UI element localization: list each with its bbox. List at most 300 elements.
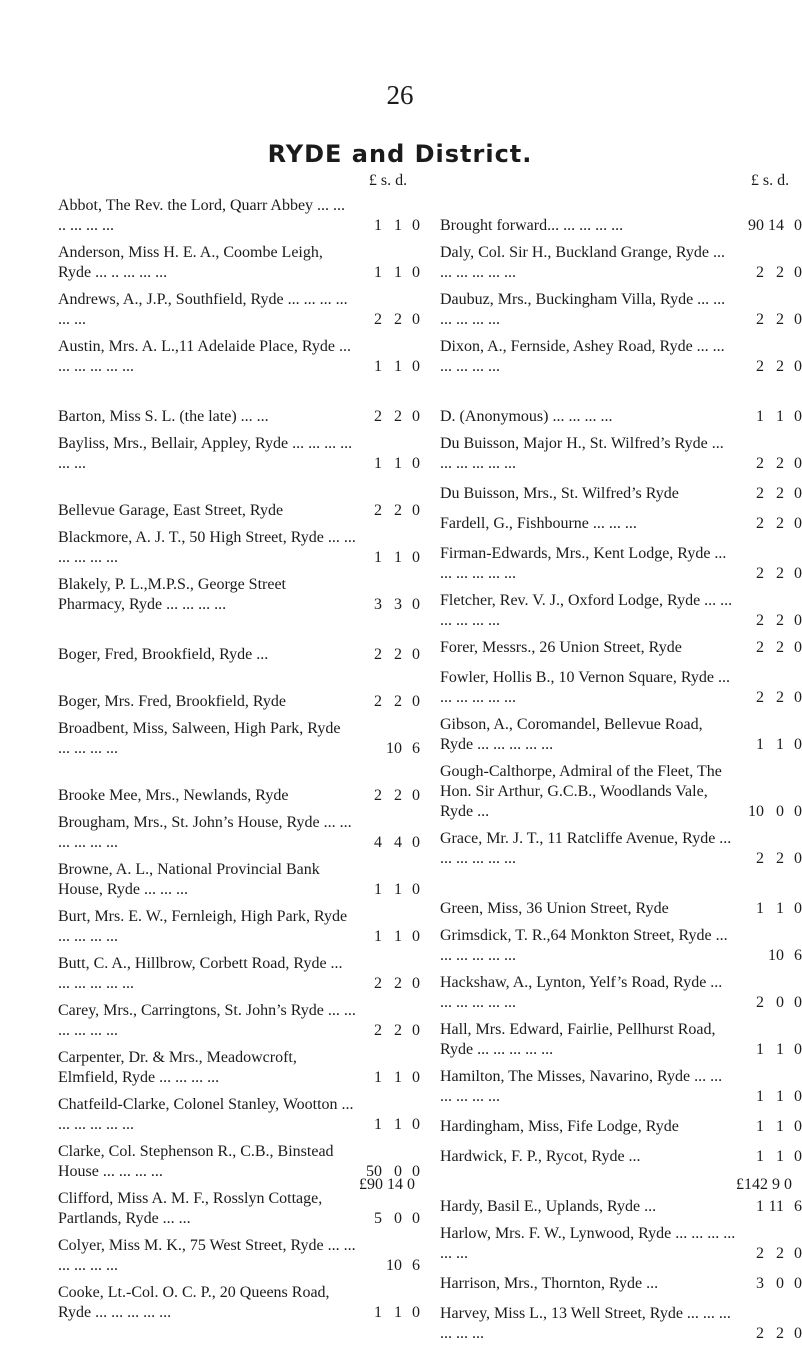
subscription-amount — [738, 849, 802, 869]
shillings-value: 1 — [394, 358, 402, 375]
subscription-amount — [356, 1021, 420, 1041]
list-item — [58, 625, 420, 665]
shillings-value: 1 — [776, 1041, 784, 1058]
shillings-value: 2 — [776, 612, 784, 629]
subscriber-name: Hardingham, Miss, Fife Lodge, Ryde — [440, 1118, 679, 1135]
subscriber-name: Harlow, Mrs. F. W., Lynwood, Ryde ... ... ... ... ... ... — [440, 1225, 736, 1262]
subscriber-name: Andrews, A., J.P., Southfield, Ryde ... ... ... ... ... ... — [58, 291, 348, 328]
pounds-value: 2 — [374, 408, 382, 425]
pence-value: 0 — [412, 787, 420, 804]
subscription-amount — [356, 739, 420, 759]
pence-value: 0 — [794, 612, 802, 629]
left-column-total: £90 14 0 — [359, 1176, 415, 1193]
subscriber-name: Hardwick, F. P., Rycot, Ryde ... — [440, 1148, 641, 1165]
list-item — [440, 1304, 802, 1344]
subscriber-name: Grace, Mr. J. T., 11 Ratcliffe Avenue, Ryde ... ... ... ... ... ... — [440, 830, 732, 867]
pence-value: 0 — [794, 689, 802, 706]
right-column — [440, 170, 802, 1351]
pounds-value: 2 — [756, 311, 764, 328]
pounds-value: 1 — [374, 217, 382, 234]
subscription-amount — [738, 638, 802, 658]
pounds-value: 2 — [374, 693, 382, 710]
subscriber-name: Firman-Edwards, Mrs., Kent Lodge, Ryde ... ... ... ... ... ... — [440, 545, 727, 582]
pence-value: 0 — [794, 1325, 802, 1342]
shillings-value: 2 — [776, 485, 784, 502]
subscriber-list — [58, 196, 420, 1323]
subscription-amount — [356, 927, 420, 947]
subscriber-name: Carpenter, Dr. & Mrs., Meadowcroft, Elmfield, Ryde ... ... ... ... — [58, 1049, 297, 1086]
list-item — [58, 954, 420, 994]
pence-value: 0 — [412, 455, 420, 472]
list-item — [58, 290, 420, 330]
pence-value: 0 — [794, 1118, 802, 1135]
pounds-value: 2 — [756, 994, 764, 1011]
shillings-value: 0 — [394, 1210, 402, 1227]
shillings-value: 1 — [776, 1148, 784, 1165]
pounds-value: 2 — [756, 565, 764, 582]
pence-value: 0 — [794, 1245, 802, 1262]
pounds-value: 5 — [374, 1210, 382, 1227]
shillings-value: 10 — [386, 1257, 402, 1274]
pence-value: 0 — [412, 1116, 420, 1133]
list-item — [58, 907, 420, 947]
pence-value: 0 — [412, 502, 420, 519]
pence-value: 0 — [794, 408, 802, 425]
subscription-amount — [738, 1244, 802, 1264]
subscription-amount — [738, 1147, 802, 1167]
shillings-value: 1 — [394, 1116, 402, 1133]
shillings-value: 10 — [386, 740, 402, 757]
subscriber-name: Clifford, Miss A. M. F., Rosslyn Cottage, Partlands, Ryde ... ... — [58, 1190, 323, 1227]
list-item — [58, 1001, 420, 1041]
shillings-value: 1 — [394, 455, 402, 472]
list-item — [440, 668, 802, 708]
list-item — [58, 575, 420, 615]
subscriber-name: Abbot, The Rev. the Lord, Quarr Abbey ... ... .. ... ... ... — [58, 197, 346, 234]
subscriber-name: Fletcher, Rev. V. J., Oxford Lodge, Ryde ... ... ... ... ... ... — [440, 592, 733, 629]
pounds-value: 10 — [748, 803, 764, 820]
pounds-value: 3 — [756, 1275, 764, 1292]
subscriber-name: Blackmore, A. J. T., 50 High Street, Ryde ... ... ... ... ... ... — [58, 529, 356, 566]
subscriber-name: Bayliss, Mrs., Bellair, Appley, Ryde ... ... ... ... ... ... — [58, 435, 353, 472]
shillings-value: 3 — [394, 596, 402, 613]
pounds-value: 2 — [756, 1245, 764, 1262]
subscriber-name: Colyer, Miss M. K., 75 West Street, Ryde ... ... ... ... ... ... — [58, 1237, 356, 1274]
list-item — [58, 672, 420, 712]
subscription-amount — [738, 946, 802, 966]
pounds-value: 2 — [374, 646, 382, 663]
shillings-value: 2 — [394, 646, 402, 663]
shillings-value: 1 — [776, 408, 784, 425]
subscriber-name: Du Buisson, Mrs., St. Wilfred’s Ryde — [440, 485, 679, 502]
pence-value: 0 — [412, 646, 420, 663]
subscriber-name: Austin, Mrs. A. L.,11 Adelaide Place, Ryde ... ... ... ... ... ... — [58, 338, 351, 375]
pence-value: 0 — [794, 736, 802, 753]
subscription-amount — [738, 514, 802, 534]
subscription-amount — [356, 548, 420, 568]
pounds-value: 2 — [756, 515, 764, 532]
subscriber-name: Green, Miss, 36 Union Street, Ryde — [440, 900, 669, 917]
subscriber-name: Hamilton, The Misses, Navarino, Ryde ... ... ... ... ... ... — [440, 1068, 723, 1105]
list-item — [58, 387, 420, 427]
pence-value: 6 — [794, 1198, 802, 1215]
subscriber-name: Harvey, Miss L., 13 Well Street, Ryde ... ... ... ... ... ... — [440, 1305, 731, 1342]
list-item — [58, 719, 420, 759]
list-item — [440, 290, 802, 330]
shillings-value: 2 — [776, 565, 784, 582]
subscriber-name: Fowler, Hollis B., 10 Vernon Square, Ryde ... ... ... ... ... ... — [440, 669, 730, 706]
subscription-amount — [738, 216, 802, 236]
subscriber-name: Daubuz, Mrs., Buckingham Villa, Ryde ... ... ... ... ... ... — [440, 291, 726, 328]
shillings-value: 2 — [776, 850, 784, 867]
subscription-amount — [738, 484, 802, 504]
pounds-value: 2 — [756, 850, 764, 867]
subscription-amount — [738, 310, 802, 330]
pounds-value: 2 — [374, 1022, 382, 1039]
subscription-amount — [738, 899, 802, 919]
list-item — [440, 1117, 802, 1137]
pounds-value: 90 — [748, 217, 764, 234]
shillings-value: 2 — [776, 639, 784, 656]
pence-value: 0 — [412, 1022, 420, 1039]
shillings-value: 2 — [394, 693, 402, 710]
list-item — [440, 1067, 802, 1107]
pence-value: 6 — [412, 740, 420, 757]
shillings-value: 10 — [768, 947, 784, 964]
subscription-amount — [356, 501, 420, 521]
subscription-amount — [356, 880, 420, 900]
pence-value: 0 — [794, 264, 802, 281]
shillings-value: 2 — [776, 358, 784, 375]
subscriber-name: Forer, Messrs., 26 Union Street, Ryde — [440, 639, 682, 656]
pounds-value: 2 — [756, 639, 764, 656]
pence-value: 0 — [794, 1148, 802, 1165]
list-item — [58, 196, 420, 236]
list-item — [440, 387, 802, 427]
subscription-amount — [738, 688, 802, 708]
subscription-amount — [356, 1209, 420, 1229]
list-item — [58, 860, 420, 900]
list-item — [440, 1147, 802, 1167]
list-item — [58, 1189, 420, 1229]
subscriber-name: Browne, A. L., National Provincial Bank House, Ryde ... ... ... — [58, 861, 320, 898]
shillings-value: 14 — [768, 217, 784, 234]
shillings-value: 1 — [394, 264, 402, 281]
subscription-amount — [356, 407, 420, 427]
shillings-value: 2 — [776, 1325, 784, 1342]
list-item — [440, 879, 802, 919]
right-column-header — [440, 170, 802, 196]
subscriber-name: Burt, Mrs. E. W., Fernleigh, High Park, Ryde ... ... ... ... — [58, 908, 348, 945]
shillings-value: 1 — [394, 1069, 402, 1086]
shillings-value: 1 — [776, 736, 784, 753]
list-item — [440, 514, 802, 534]
subscriber-list — [440, 196, 802, 1344]
subscriber-name: Butt, C. A., Hillbrow, Corbett Road, Ryde ... ... ... ... ... ... — [58, 955, 343, 992]
page-title: RYDE and District. — [267, 140, 533, 168]
pounds-value: 1 — [374, 358, 382, 375]
currency-header: £ s. d. — [750, 172, 790, 189]
subscription-amount — [356, 1256, 420, 1276]
subscriber-name: Brougham, Mrs., St. John’s House, Ryde ... ... ... ... ... ... — [58, 814, 352, 851]
pounds-value: 1 — [374, 264, 382, 281]
shillings-value: 2 — [776, 689, 784, 706]
pounds-value: 1 — [374, 455, 382, 472]
subscriber-name: Grimsdick, T. R.,64 Monkton Street, Ryde ... ... ... ... ... ... — [440, 927, 728, 964]
list-item — [58, 766, 420, 806]
pence-value: 0 — [412, 311, 420, 328]
left-column-header — [58, 170, 420, 196]
pence-value: 0 — [794, 1041, 802, 1058]
subscription-amount — [356, 1068, 420, 1088]
subscriber-name: Bellevue Garage, East Street, Ryde — [58, 502, 284, 519]
shillings-value: 2 — [776, 1245, 784, 1262]
subscriber-name: Daly, Col. Sir H., Buckland Grange, Ryde ... ... ... ... ... ... — [440, 244, 725, 281]
pounds-value: 1 — [756, 1041, 764, 1058]
list-item — [440, 829, 802, 869]
subscription-amount — [356, 263, 420, 283]
pounds-value: 1 — [756, 1198, 764, 1215]
pence-value: 0 — [412, 1304, 420, 1321]
subscription-amount — [738, 1274, 802, 1294]
pounds-value: 1 — [756, 1088, 764, 1105]
pounds-value: 1 — [756, 408, 764, 425]
shillings-value: 2 — [394, 787, 402, 804]
shillings-value: 2 — [394, 1022, 402, 1039]
pounds-value: 1 — [374, 549, 382, 566]
list-item — [440, 1274, 802, 1294]
subscription-amount — [356, 454, 420, 474]
pence-value: 0 — [794, 803, 802, 820]
subscription-amount — [356, 833, 420, 853]
pounds-value: 2 — [374, 311, 382, 328]
pounds-value — [740, 946, 764, 966]
subscriber-name: D. (Anonymous) ... ... ... ... — [440, 408, 613, 425]
subscriber-name: Hall, Mrs. Edward, Fairlie, Pellhurst Road, Ryde ... ... ... ... ... — [440, 1021, 716, 1058]
pounds-value: 1 — [756, 1118, 764, 1135]
list-item — [440, 638, 802, 658]
pence-value: 0 — [412, 928, 420, 945]
subscription-amount — [356, 692, 420, 712]
subscriber-name: Clarke, Col. Stephenson R., C.B., Binstead House ... ... ... ... — [58, 1143, 334, 1180]
pence-value: 0 — [412, 358, 420, 375]
subscription-amount — [356, 974, 420, 994]
pounds-value: 1 — [374, 928, 382, 945]
subscription-amount — [356, 310, 420, 330]
subscription-amount — [738, 1197, 802, 1217]
subscription-amount — [738, 454, 802, 474]
shillings-value: 2 — [776, 264, 784, 281]
shillings-value: 0 — [776, 1275, 784, 1292]
subscriber-name: Brooke Mee, Mrs., Newlands, Ryde — [58, 787, 289, 804]
list-item — [440, 544, 802, 584]
subscription-amount — [356, 786, 420, 806]
pence-value: 0 — [794, 311, 802, 328]
subscription-amount — [738, 564, 802, 584]
pence-value: 0 — [412, 693, 420, 710]
shillings-value: 1 — [394, 217, 402, 234]
subscription-amount — [356, 595, 420, 615]
pounds-value — [358, 1256, 382, 1276]
pounds-value: 2 — [756, 485, 764, 502]
shillings-value: 0 — [776, 803, 784, 820]
pounds-value: 2 — [756, 612, 764, 629]
pence-value: 0 — [412, 1210, 420, 1227]
pence-value: 0 — [412, 834, 420, 851]
shillings-value: 2 — [394, 408, 402, 425]
subscriber-name: Gibson, A., Coromandel, Bellevue Road, Ryde ... ... ... ... ... — [440, 716, 703, 753]
subscription-amount — [738, 357, 802, 377]
subscription-amount — [356, 645, 420, 665]
list-item — [58, 337, 420, 377]
list-item — [440, 196, 802, 236]
pence-value: 0 — [794, 485, 802, 502]
pounds-value: 1 — [374, 1116, 382, 1133]
list-item — [58, 1283, 420, 1323]
pence-value: 0 — [412, 1163, 420, 1180]
subscription-amount — [356, 216, 420, 236]
subscriber-name: Fardell, G., Fishbourne ... ... ... — [440, 515, 637, 532]
pence-value: 0 — [412, 217, 420, 234]
shillings-value: 0 — [394, 1163, 402, 1180]
subscriber-name: Boger, Fred, Brookfield, Ryde ... — [58, 646, 269, 663]
shillings-value: 11 — [768, 1198, 784, 1215]
list-item — [440, 926, 802, 966]
shillings-value: 2 — [394, 975, 402, 992]
list-item — [440, 337, 802, 377]
pounds-value: 2 — [756, 358, 764, 375]
subscription-amount — [356, 357, 420, 377]
pounds-value: 2 — [374, 787, 382, 804]
list-item — [58, 481, 420, 521]
shillings-value: 1 — [394, 549, 402, 566]
pounds-value: 50 — [366, 1163, 382, 1180]
subscription-amount — [356, 1115, 420, 1135]
list-item — [58, 1048, 420, 1088]
subscriber-name: Du Buisson, Major H., St. Wilfred’s Ryde ... ... ... ... ... ... — [440, 435, 724, 472]
shillings-value: 0 — [776, 994, 784, 1011]
subscription-amount — [738, 735, 802, 755]
pence-value: 0 — [412, 1069, 420, 1086]
subscriber-name: Hardy, Basil E., Uplands, Ryde ... — [440, 1198, 657, 1215]
subscriber-name: Anderson, Miss H. E. A., Coombe Leigh, Ryde ... .. ... ... ... — [58, 244, 323, 281]
list-item — [58, 243, 420, 283]
list-item — [440, 1020, 802, 1060]
pence-value: 0 — [794, 455, 802, 472]
subscription-amount — [738, 1040, 802, 1060]
subscription-amount — [738, 611, 802, 631]
subscription-amount — [738, 993, 802, 1013]
pence-value: 0 — [412, 596, 420, 613]
pounds-value: 2 — [756, 455, 764, 472]
list-item — [58, 813, 420, 853]
subscription-amount — [738, 802, 802, 822]
list-item — [58, 528, 420, 568]
pounds-value: 2 — [374, 502, 382, 519]
list-item — [440, 591, 802, 631]
right-column-total: £142 9 0 — [736, 1176, 792, 1193]
subscriber-name: Blakely, P. L.,M.P.S., George Street Pharmacy, Ryde ... ... ... ... — [58, 576, 286, 613]
subscription-amount — [738, 263, 802, 283]
subscriber-name: Barton, Miss S. L. (the late) ... ... — [58, 408, 269, 425]
subscriber-name: Harrison, Mrs., Thornton, Ryde ... — [440, 1275, 659, 1292]
pence-value: 0 — [412, 975, 420, 992]
pounds-value: 1 — [374, 1304, 382, 1321]
pence-value: 6 — [794, 947, 802, 964]
left-column — [58, 170, 420, 1330]
subscriber-name: Boger, Mrs. Fred, Brookfield, Ryde — [58, 693, 287, 710]
pence-value: 0 — [794, 565, 802, 582]
currency-header: £ s. d. — [368, 172, 408, 189]
subscription-amount — [738, 1324, 802, 1344]
pounds-value: 2 — [756, 264, 764, 281]
pence-value: 0 — [412, 881, 420, 898]
shillings-value: 1 — [776, 1088, 784, 1105]
subscriber-name: Dixon, A., Fernside, Ashey Road, Ryde ... ... ... ... ... ... — [440, 338, 725, 375]
subscription-amount — [738, 407, 802, 427]
pounds-value: 4 — [374, 834, 382, 851]
shillings-value: 1 — [394, 1304, 402, 1321]
shillings-value: 1 — [394, 881, 402, 898]
pounds-value: 1 — [374, 1069, 382, 1086]
pounds-value: 3 — [374, 596, 382, 613]
subscriber-name: Gough-Calthorpe, Admiral of the Fleet, The Hon. Sir Arthur, G.C.B., Woodlands Vale, Ryde ... — [440, 763, 722, 820]
pounds-value — [358, 739, 382, 759]
subscriber-name: Brought forward... ... ... ... ... — [440, 217, 624, 234]
pence-value: 0 — [794, 900, 802, 917]
list-item — [440, 762, 802, 822]
shillings-value: 2 — [776, 455, 784, 472]
list-item — [440, 484, 802, 504]
list-item — [58, 434, 420, 474]
subscriber-name: Chatfeild-Clarke, Colonel Stanley, Wootton ... ... ... ... ... ... — [58, 1096, 354, 1133]
pence-value: 0 — [412, 264, 420, 281]
list-item — [58, 1095, 420, 1135]
pounds-value: 2 — [756, 1325, 764, 1342]
subscription-amount — [738, 1117, 802, 1137]
pounds-value: 2 — [756, 689, 764, 706]
pence-value: 0 — [794, 850, 802, 867]
list-item — [440, 973, 802, 1013]
pounds-value: 1 — [756, 736, 764, 753]
list-item — [440, 243, 802, 283]
list-item — [440, 1224, 802, 1264]
list-item — [440, 434, 802, 474]
pence-value: 0 — [412, 549, 420, 566]
pence-value: 0 — [794, 217, 802, 234]
pounds-value: 1 — [756, 900, 764, 917]
pence-value: 0 — [794, 515, 802, 532]
shillings-value: 2 — [394, 311, 402, 328]
pence-value: 0 — [794, 1088, 802, 1105]
pence-value: 6 — [412, 1257, 420, 1274]
subscriber-name: Hackshaw, A., Lynton, Yelf’s Road, Ryde ... ... ... ... ... ... — [440, 974, 723, 1011]
pence-value: 0 — [794, 994, 802, 1011]
shillings-value: 1 — [776, 1118, 784, 1135]
pence-value: 0 — [794, 358, 802, 375]
subscriber-name: Carey, Mrs., Carringtons, St. John’s Ryde ... ... ... ... ... ... — [58, 1002, 356, 1039]
list-item — [58, 1236, 420, 1276]
list-item — [440, 715, 802, 755]
subscription-amount — [356, 1303, 420, 1323]
subscriber-name: Cooke, Lt.-Col. O. C. P., 20 Queens Road, Ryde ... ... ... ... ... — [58, 1284, 330, 1321]
shillings-value: 1 — [394, 928, 402, 945]
subscription-amount — [738, 1087, 802, 1107]
page-number: 26 — [386, 80, 414, 110]
shillings-value: 2 — [776, 515, 784, 532]
pence-value: 0 — [412, 408, 420, 425]
pence-value: 0 — [794, 1275, 802, 1292]
